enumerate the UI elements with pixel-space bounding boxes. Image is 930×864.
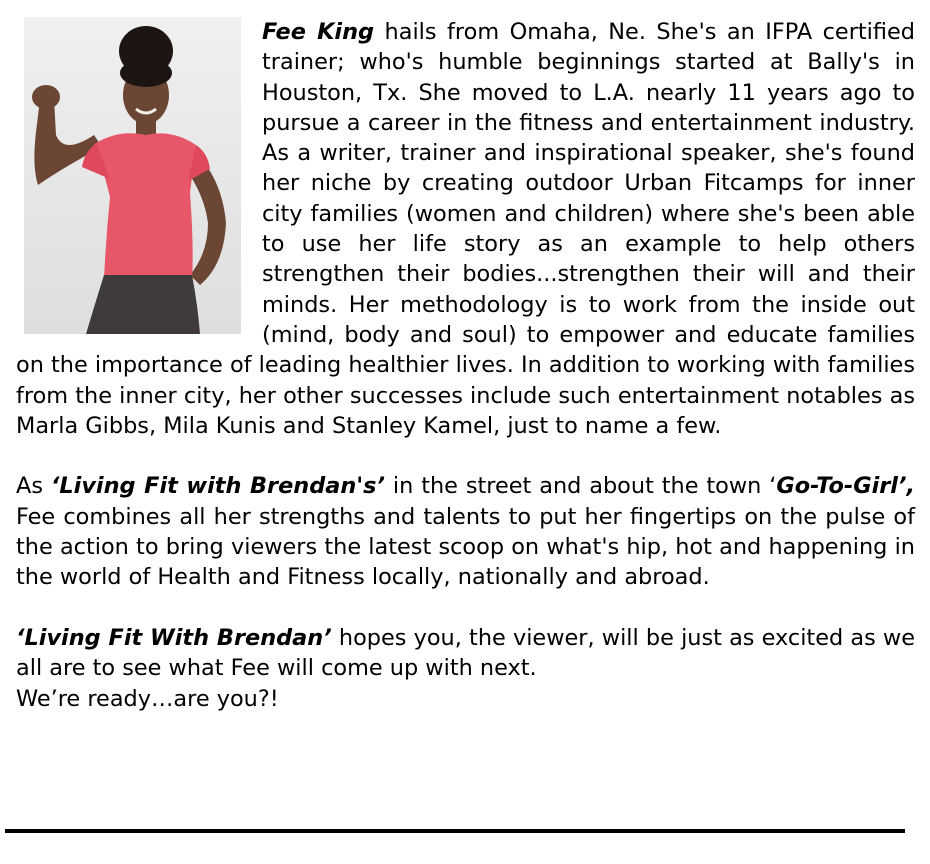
para3-text: hopes you, the viewer, will be just as excited as we all are to see what Fee will come up with next.	[16, 624, 915, 682]
horizontal-rule	[5, 829, 905, 833]
para2-text: Fee combines all her strengths and talents to put her fingertips on the pulse of the action to bring viewers the latest scoop on what's hip, hot and happening in the world of Health and Fitness locally, nationally and abroad.	[16, 503, 915, 591]
go-to-girl-title: Go-To-Girl	[776, 473, 898, 500]
closing-paragraph	[16, 623, 915, 714]
show-name: ‘Living Fit With Brendan’	[16, 624, 332, 651]
go-to-girl-close: ’,	[897, 473, 915, 500]
bio-paragraph	[16, 17, 915, 441]
document-body	[16, 17, 915, 714]
trainer-name: Fee King	[262, 19, 375, 45]
bio-text: hails from Omaha, Ne. She's an IFPA certified trainer; who's humble beginnings started at Bally's in Houston, Tx. She moved to L.A. nearly 11 years ago to pursue a career in the fitness and entertainment industry. As a writer, trainer and inspirational speaker, she's found her niche by creating outdoor Urban Fitcamps for inner city families (women and children) where she's been able to use her life story as an example to help others strengthen their bodies...strengthen their will and their minds. Her methodology is to work from the inside out (mind, body and soul) to empower and educate families on the importance of leading healthier lives. In addition to working with families from the inner city, her other successes include such entertainment notables as Marla Gibbs, Mila Kunis and Stanley Kamel, just to name a few.	[16, 19, 915, 439]
para2-middle: in the street and about the town ‘	[384, 473, 777, 500]
para2-lead: As	[16, 473, 51, 500]
show-name-possessive: ‘Living Fit with Brendan's’	[50, 473, 385, 500]
go-to-girl-paragraph	[16, 471, 915, 592]
closing-line: We’re ready…are you?!	[16, 685, 279, 712]
woman-flexing-photo	[24, 17, 241, 334]
